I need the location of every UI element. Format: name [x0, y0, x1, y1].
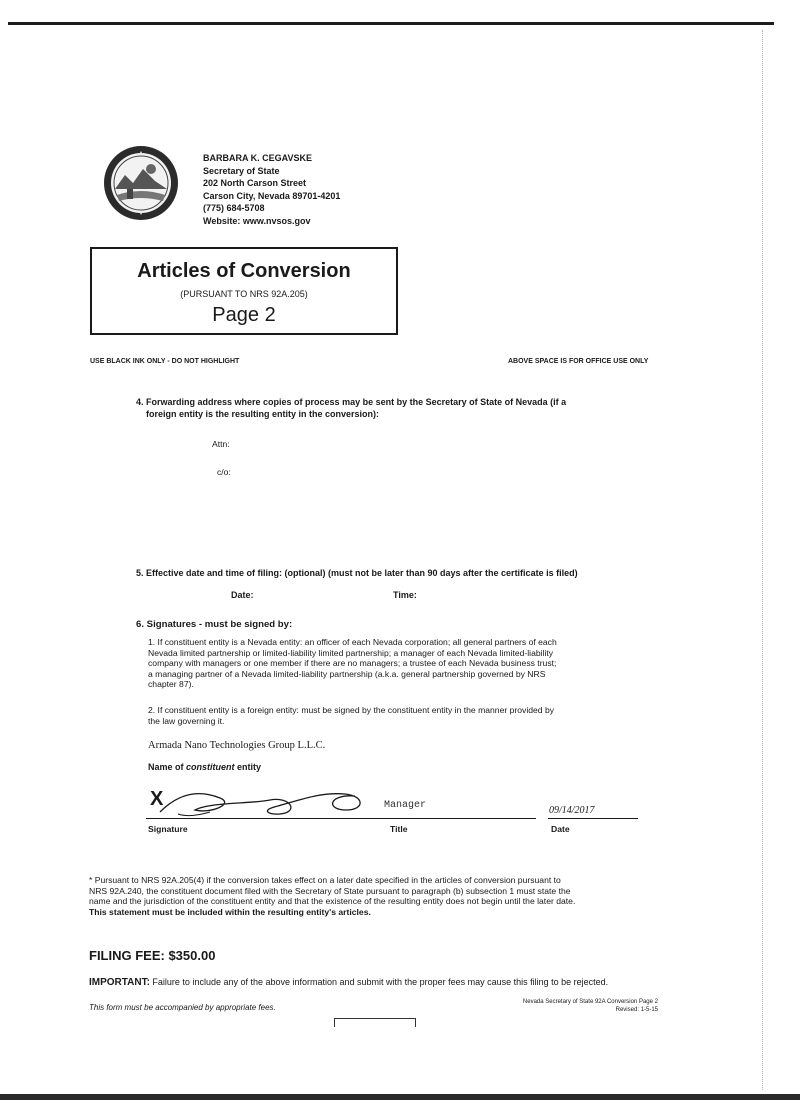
filing-fee: FILING FEE: $350.00: [89, 948, 216, 963]
page-label: Page 2: [212, 304, 276, 326]
form-subtitle: (PURSUANT TO NRS 92A.205): [180, 289, 308, 299]
letterhead: [203, 152, 340, 227]
footer-revised: Revised: 1-5-15: [615, 1007, 658, 1013]
footer-form-id: [470, 998, 658, 1014]
footnote: [89, 875, 749, 917]
footer-fees-note: This form must be accompanied by appropriate fees.: [89, 1003, 276, 1012]
p1-line: company with managers or one member if there are no managers; a trustee of each Nevada business trust;: [148, 658, 557, 668]
secretary-name: BARBARA K. CEGAVSKE: [203, 153, 313, 163]
secretary-title: Secretary of State: [203, 165, 280, 176]
address-line-2: Carson City, Nevada 89701-4201: [203, 190, 341, 201]
item-4-line-1: 4. Forwarding address where copies of process may be sent by the Secretary of State of Nevada (if a: [136, 397, 567, 407]
p1-line: 1. If constituent entity is a Nevada entity: an officer of each Nevada corporation; all general partners of each: [148, 637, 557, 647]
label-suffix: entity: [234, 762, 262, 772]
effective-time-label: Time:: [393, 590, 417, 600]
important-label: IMPORTANT:: [89, 977, 150, 988]
item-4-line-2: foreign entity is the resulting entity in the conversion):: [146, 409, 380, 419]
website: Website: www.nvsos.gov: [203, 215, 311, 226]
p2-line: the law governing it.: [148, 715, 225, 726]
signed-date-value: 09/14/2017: [549, 805, 595, 816]
footnote-bold-line: This statement must be included within the resulting entity's articles.: [89, 906, 371, 917]
signature-line: [146, 818, 396, 819]
constituent-entity-name: Armada Nano Technologies Group L.L.C.: [148, 740, 326, 751]
p1-line: chapter 87).: [148, 679, 194, 689]
p2-line: 2. If constituent entity is a foreign entity: must be signed by the constituent entity in the manner provided by: [148, 705, 555, 715]
nevada-state-seal-icon: [103, 145, 179, 221]
office-use-note: ABOVE SPACE IS FOR OFFICE USE ONLY: [508, 358, 649, 365]
item-6-heading: 6. Signatures - must be signed by:: [136, 619, 293, 630]
p1-line: Nevada limited partnership or limited-liability limited partnership; a manager of each Nevada limited-liability: [148, 647, 554, 658]
title-line: [386, 818, 536, 819]
scan-edge: [762, 30, 763, 1090]
footer-form-name: Nevada Secretary of State 92A Conversion Page 2: [522, 999, 658, 1005]
footnote-line: * Pursuant to NRS 92A.205(4) if the conversion takes effect on a later date specified in the articles of conversion pursuant to: [89, 875, 561, 885]
label-prefix: Name of: [148, 762, 187, 772]
footnote-line: NRS 92A.240, the constituent document filed with the Secretary of State pursuant to paragraph (b) subsection 1 must state the: [89, 885, 571, 896]
address-line-1: 202 North Carson Street: [203, 178, 307, 188]
ink-note: USE BLACK INK ONLY - DO NOT HIGHLIGHT: [90, 358, 240, 365]
bottom-border: [0, 1094, 800, 1100]
attn-label: Attn:: [212, 439, 230, 449]
signature-label: Signature: [148, 824, 188, 834]
effective-date-label: Date:: [231, 590, 254, 600]
item-4-forwarding-address: [136, 396, 736, 420]
phone: (775) 684-5708: [203, 203, 265, 213]
constituent-entity-label: [148, 761, 261, 773]
top-border: [8, 22, 774, 25]
label-emphasis: constituent: [186, 762, 235, 772]
item-5-effective-date: 5. Effective date and time of filing: (optional) (must not be later than 90 days after the certificate is filed): [136, 568, 578, 578]
p1-line: a managing partner of a Nevada limited-liability partnership (a.k.a. general partnership governed by NRS: [148, 668, 546, 679]
item-6-paragraph-1: [148, 637, 738, 690]
co-label: c/o:: [217, 467, 231, 477]
title-label: Title: [390, 824, 408, 834]
important-note: [89, 977, 608, 988]
signature-x-mark: X: [150, 788, 164, 810]
filing-stamp-bracket: [334, 1018, 416, 1027]
signer-title-value: Manager: [384, 800, 427, 811]
footnote-line: name and the jurisdiction of the constituent entity and that the existence of the resulting entity does not begin until the later date.: [89, 896, 576, 906]
important-text: Failure to include any of the above information and submit with the proper fees may cause this filing to be rejected.: [149, 977, 609, 987]
form-title: Articles of Conversion: [137, 260, 351, 282]
date-line: [548, 818, 638, 819]
item-6-paragraph-2: [148, 705, 738, 726]
form-title-box: [90, 247, 398, 335]
date-label: Date: [551, 824, 570, 834]
